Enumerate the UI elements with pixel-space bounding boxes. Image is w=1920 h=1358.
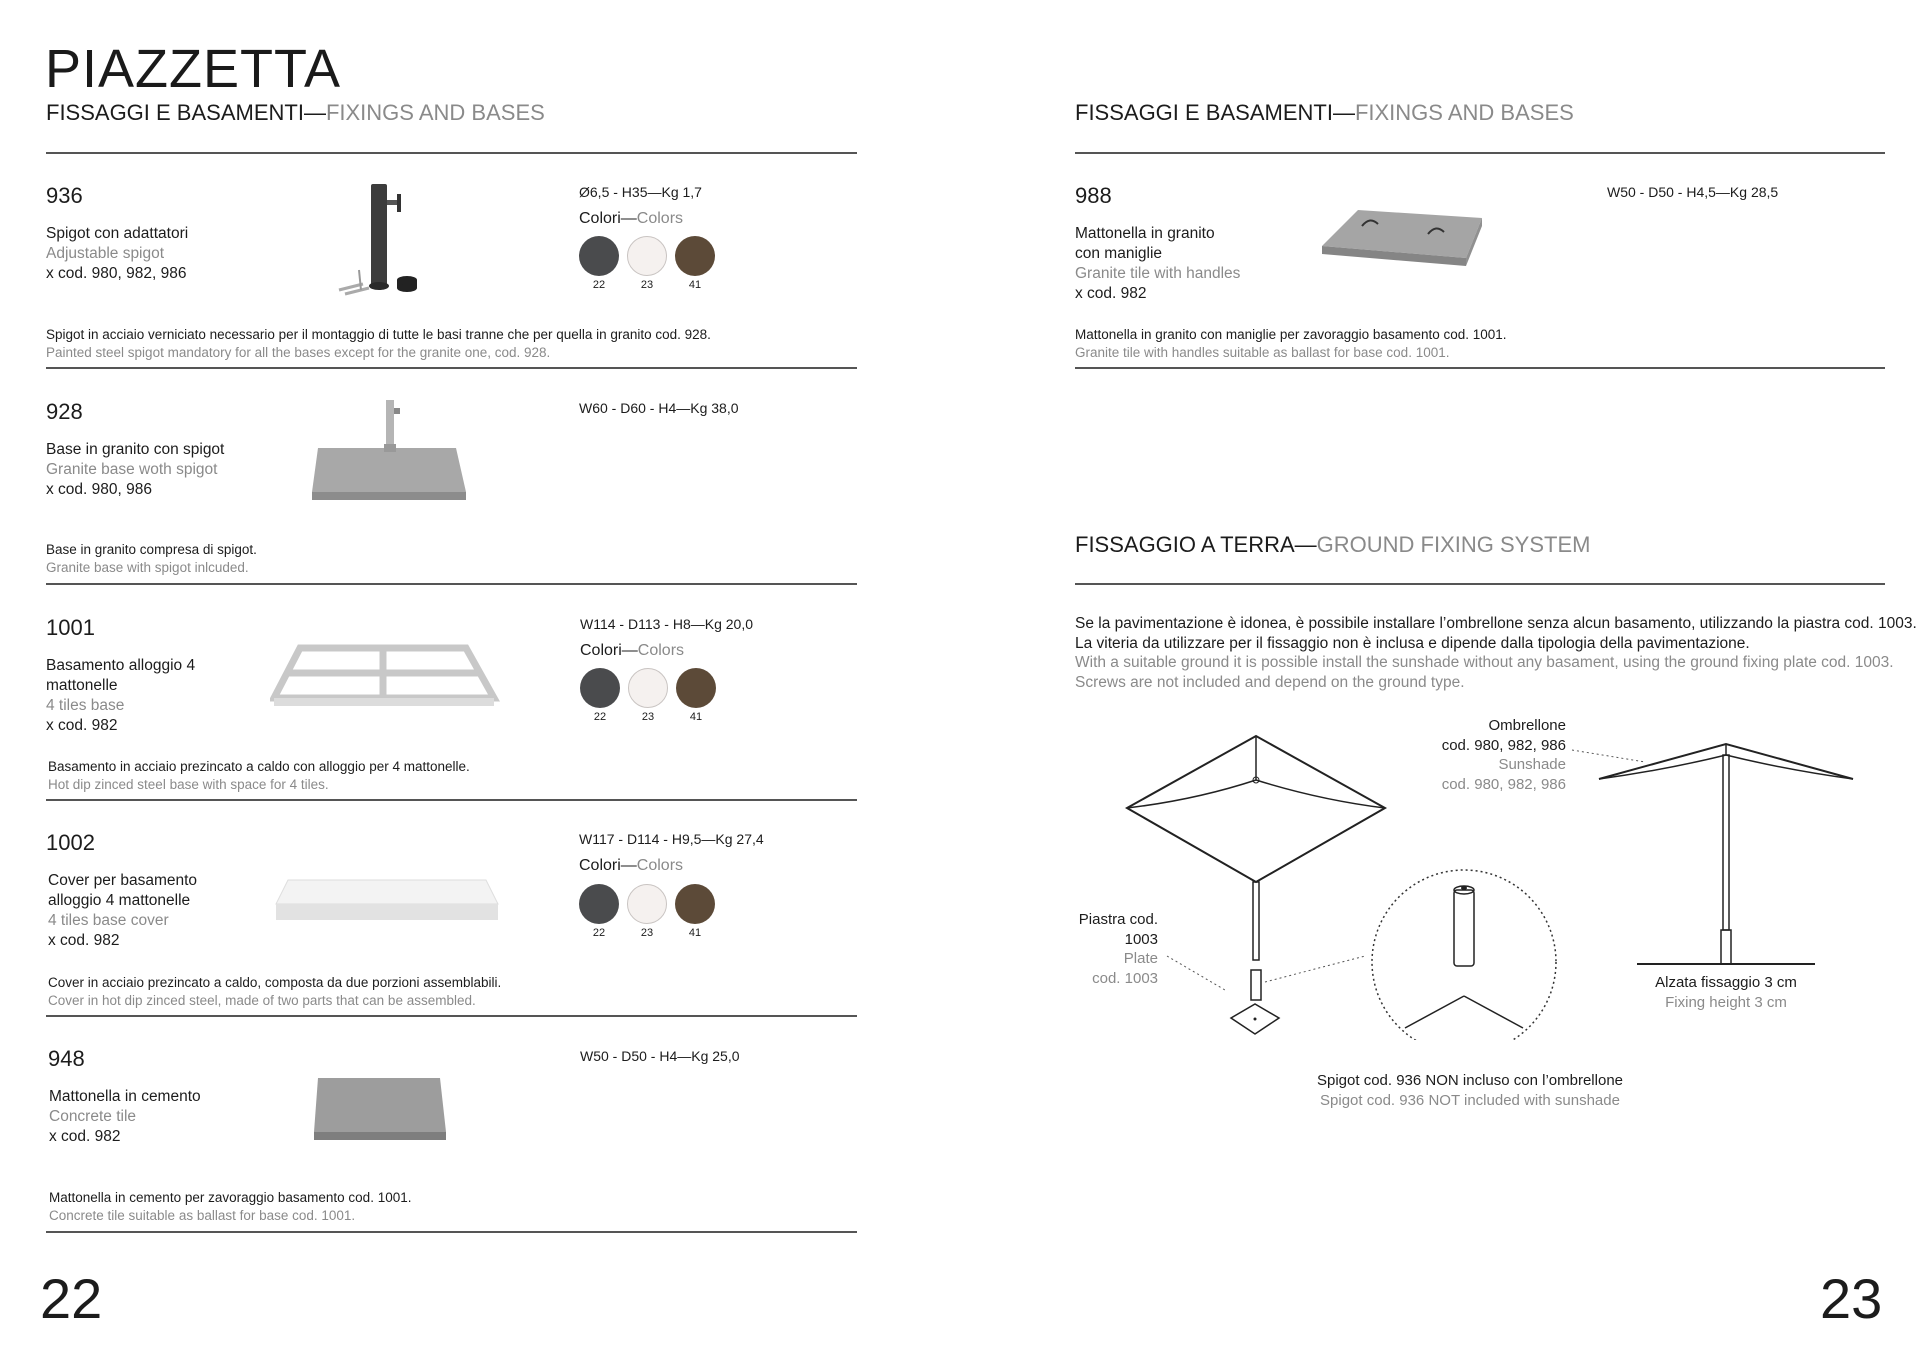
swatch-number: 22: [592, 927, 606, 939]
fixing-height-label: Alzata fissaggio 3 cm Fixing height 3 cm: [1655, 974, 1797, 1011]
colors-label: Colori—Colors: [579, 857, 684, 874]
product-note: Base in granito compresa di spigot. Granite base with spigot inlcuded.: [46, 542, 257, 575]
product-note: Mattonella in granito con maniglie per zavoraggio basamento cod. 1001. Granite tile with handles suitable as ballast for base cod. 1001.: [1075, 327, 1507, 360]
swatch-number: 41: [689, 711, 703, 723]
product-dimensions: W117 - D114 - H9,5—Kg 27,4: [579, 831, 764, 847]
concrete-tile-image: [310, 1074, 450, 1144]
swatch-number: 41: [688, 279, 702, 291]
divider: [46, 1015, 857, 1017]
spigot-detail-circle: [1372, 870, 1556, 1040]
divider: [46, 152, 857, 154]
product-code: 948: [48, 1046, 85, 1071]
divider: [1075, 583, 1885, 585]
product-description: Basamento alloggio 4 mattonelle 4 tiles base x cod. 982: [46, 657, 196, 734]
color-swatch-41: [675, 236, 715, 276]
base-cover-image: [274, 874, 500, 926]
product-dimensions: W60 - D60 - H4—Kg 38,0: [579, 400, 739, 416]
color-swatch-22: [580, 668, 620, 708]
swatch-number: 41: [688, 927, 702, 939]
product-note: Cover in acciaio prezincato a caldo, composta da due porzioni assemblabili. Cover in hot dip zinced steel, made of two parts that can be assembled.: [48, 975, 502, 1008]
swatch-number: 22: [592, 279, 606, 291]
swatch-number: 23: [641, 711, 655, 723]
product-dimensions: W50 - D50 - H4—Kg 25,0: [580, 1048, 740, 1064]
page-number-right: 23: [1820, 1267, 1883, 1330]
umbrella-left-drawing: [1127, 736, 1385, 1034]
color-swatch-22: [579, 884, 619, 924]
divider: [46, 799, 857, 801]
product-code: 1001: [46, 615, 95, 640]
color-swatch-23: [628, 668, 668, 708]
plate-label: Piastra cod. 1003 Plate cod. 1003: [1078, 911, 1158, 987]
granite-base-image: [310, 396, 470, 506]
product-note: Spigot in acciaio verniciato necessario per il montaggio di tutte le basi tranne che per quella in granito cod. 928. Painted steel spigot mandatory for all the bases except for the granite one, cod. 928.: [46, 327, 711, 360]
section-title-right: FISSAGGI E BASAMENTI—FIXINGS AND BASES: [1075, 100, 1574, 125]
granite-tile-image: [1318, 204, 1486, 280]
color-swatch-41: [675, 884, 715, 924]
divider: [46, 1231, 857, 1233]
product-description: Mattonella in cemento Concrete tile x cod. 982: [49, 1088, 201, 1145]
divider: [1075, 367, 1885, 369]
product-code: 936: [46, 183, 83, 208]
color-swatch-23: [627, 236, 667, 276]
umbrella-label: Ombrellone cod. 980, 982, 986 Sunshade cod. 980, 982, 986: [1441, 717, 1566, 793]
umbrella-right-drawing: [1572, 744, 1853, 964]
swatch-number: 23: [640, 279, 654, 291]
product-code: 1002: [46, 830, 95, 855]
color-swatch-41: [676, 668, 716, 708]
product-note: Mattonella in cemento per zavoraggio basamento cod. 1001. Concrete tile suitable as ballast for base cod. 1001.: [49, 1190, 412, 1223]
product-description: Base in granito con spigot Granite base woth spigot x cod. 980, 986: [46, 441, 225, 498]
spigot-image: [335, 180, 445, 300]
ground-section-title: FISSAGGIO A TERRA—GROUND FIXING SYSTEM: [1075, 532, 1591, 557]
divider: [46, 367, 857, 369]
colors-label: Colori—Colors: [579, 210, 684, 227]
product-description: Spigot con adattatori Adjustable spigot x cod. 980, 982, 986: [46, 225, 189, 282]
colors-label: Colori—Colors: [580, 642, 685, 659]
spigot-note-label: Spigot cod. 936 NON incluso con l’ombrellone Spigot cod. 936 NOT included with sunshade: [1317, 1072, 1623, 1109]
tiles-base-image: [270, 640, 500, 720]
product-dimensions: W50 - D50 - H4,5—Kg 28,5: [1607, 184, 1779, 200]
product-description: Cover per basamento alloggio 4 mattonelle 4 tiles base cover x cod. 982: [48, 872, 198, 949]
product-code: 928: [46, 399, 83, 424]
product-note: Basamento in acciaio prezincato a caldo con alloggio per 4 mattonelle. Hot dip zinced steel base with space for 4 tiles.: [48, 759, 470, 792]
product-dimensions: W114 - D113 - H8—Kg 20,0: [580, 616, 754, 632]
product-dimensions: Ø6,5 - H35—Kg 1,7: [579, 184, 702, 200]
section-title-left: FISSAGGI E BASAMENTI—FIXINGS AND BASES: [46, 100, 545, 125]
color-swatch-23: [627, 884, 667, 924]
color-swatch-22: [579, 236, 619, 276]
product-code: 988: [1075, 183, 1112, 208]
product-description: Mattonella in granito con maniglie Granite tile with handles x cod. 982: [1075, 225, 1241, 302]
swatch-number: 23: [640, 927, 654, 939]
divider: [1075, 152, 1885, 154]
divider: [46, 583, 857, 585]
brand-title: PIAZZETTA: [45, 39, 342, 99]
page-number-left: 22: [40, 1267, 103, 1330]
swatch-number: 22: [593, 711, 607, 723]
ground-intro: Se la pavimentazione è idonea, è possibile installare l’ombrellone senza alcun basamento, utilizzando la piastra cod. 1003. La viteria da utilizzare per il fissaggio non è inclusa e dipende dalla tipologia della pavimentazione. With a suitable ground it is possible install the sunshade without any basament, using the ground fixing plate cod. 1003. Screws are not included and depend on the ground type.: [1075, 615, 1917, 691]
